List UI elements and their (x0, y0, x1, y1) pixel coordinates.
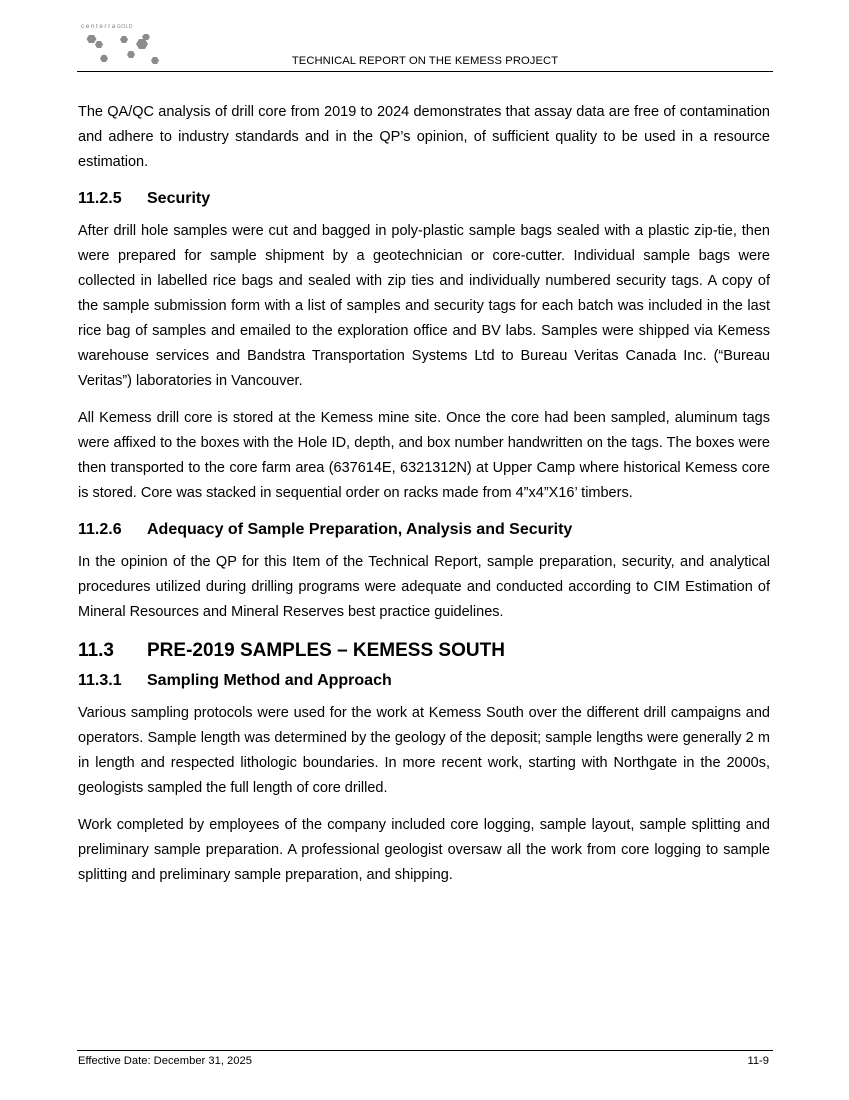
paragraph-security-samples: After drill hole samples were cut and bagged in poly-plastic sample bags sealed with a plastic zip-tie, then were prepared for sample shipment by a geotechnician or core-cutter. Individual sample bags were collected in labelled rice bags and sealed with zip ties and individually numbered security tags. A copy of the sample submission form with a list of samples and security tags for each batch was included in the last rice bag of samples and emailed to the exploration office and BV labs. Samples were shipped via Kemess warehouse services and Bandstra Transportation Systems Ltd to Bureau Veritas Canada Inc. (“Bureau Veritas”) laboratories in Vancouver. (78, 223, 770, 389)
section-title: Sampling Method and Approach (147, 672, 392, 689)
paragraph-adequacy: In the opinion of the QP for this Item of the Technical Report, sample preparation, security, and analytical procedures utilized during drilling programs were adequate and conducted according to CIM Estimation of Mineral Resources and Mineral Reserves best practice guidelines. (78, 554, 770, 620)
section-number: 11.3.1 (78, 672, 122, 689)
section-number: 11.3 (78, 640, 114, 661)
document-body (78, 100, 770, 900)
paragraph-core-storage: All Kemess drill core is stored at the Kemess mine site. Once the core had been sampled, aluminum tags were affixed to the boxes with the Hole ID, depth, and box number handwritten on the tags. The boxes were then transported to the core farm area (637614E, 6321312N) at Upper Camp where historical Kemess core is stored. Core was stacked in sequential order on racks made from 4”x4”X16’ timbers. (78, 410, 770, 501)
paragraph-sampling-protocols: Various sampling protocols were used for the work at Kemess South over the different drill campaigns and operators. Sample length was determined by the geology of the deposit; sample lengths were generally 2 m in length and respected lithologic boundaries. In more recent work, starting with Northgate in the 2000s, geologists sampled the full length of core drilled. (78, 705, 770, 796)
section-number: 11.2.6 (78, 521, 122, 538)
paragraph-work-completed: Work completed by employees of the company included core logging, sample layout, sample splitting and preliminary sample preparation. A professional geologist oversaw all the work from core logging to sample splitting and preliminary sample preparation, and shipping. (78, 817, 770, 883)
heading-11-2-5 (78, 187, 770, 211)
paragraph-qaqc: The QA/QC analysis of drill core from 2019 to 2024 demonstrates that assay data are free of contamination and adhere to industry standards and in the QP’s opinion, of sufficient quality to be used in a resource estimation. (78, 104, 770, 170)
page-footer (77, 1050, 773, 1067)
page-header (77, 18, 773, 72)
section-title: Security (147, 190, 211, 207)
section-number: 11.2.5 (78, 190, 122, 207)
section-title: Adequacy of Sample Preparation, Analysis and Security (147, 521, 573, 538)
page-number: 11-9 (747, 1055, 769, 1067)
effective-date: Effective Date: December 31, 2025 (78, 1055, 252, 1067)
heading-11-2-6 (78, 518, 770, 542)
heading-11-3 (78, 637, 770, 665)
section-title: PRE-2019 SAMPLES – KEMESS SOUTH (147, 640, 505, 661)
report-title: TECHNICAL REPORT ON THE KEMESS PROJECT (291, 55, 559, 67)
logo-wordmark: centerraGOLD (81, 23, 134, 30)
heading-11-3-1 (78, 669, 770, 693)
